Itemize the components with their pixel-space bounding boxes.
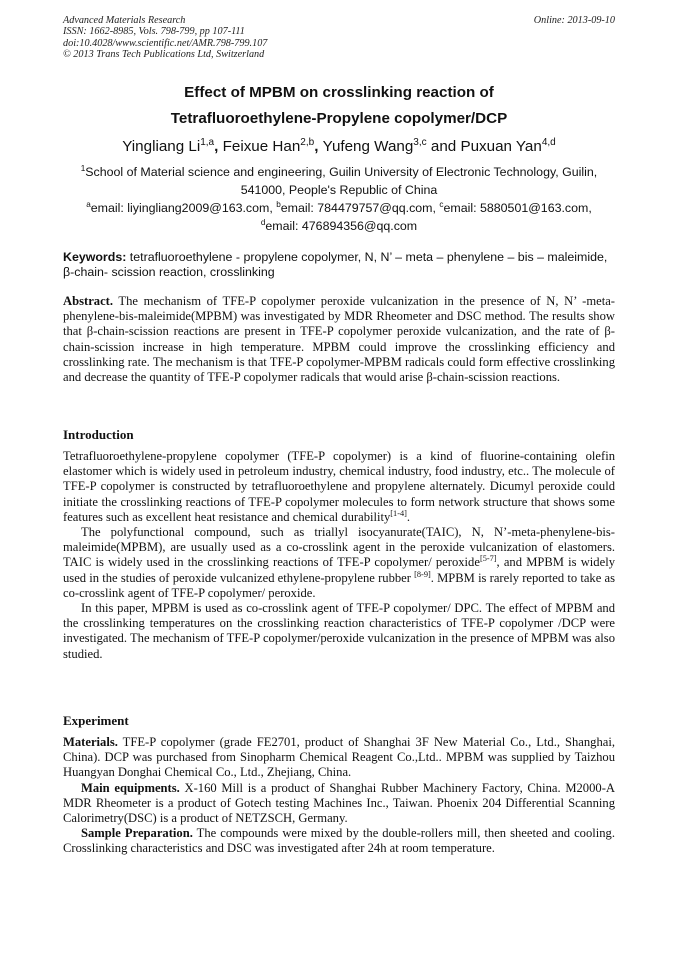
affiliation-block xyxy=(63,163,615,235)
intro-p1-text: Tetrafluoroethylene-propylene copolymer (TFE-P copolymer) is a kind of fluorine-containing olefin elastomer which is widely used in petroleum industry, chemical industry, food industry, etc.. The molecule of TFE-P copolymer is constructed by tetrafluoroethylene and propylene alternately. Dicumyl peroxide could initiate the crosslinking reactions of TFE-P copolymer molecules to form network structure that shows some features such as excellent heat resistance and chemical durability xyxy=(63,449,615,524)
author-name: Puxuan Yan xyxy=(460,138,542,155)
author-sup: 1,a xyxy=(200,136,215,148)
intro-paragraph-1 xyxy=(63,449,615,525)
abstract-text: The mechanism of TFE-P copolymer peroxide vulcanization in the presence of N, N’ -meta-phenylene-bis-maleimide(MPBM) was investigated by MDR Rheometer and DSC method. The results show that β-chain-scission reactions are present in TFE-P copolymer peroxide vulcanization, and the rate of β-chain-scission increase in high temperature. MPBM could improve the crosslinking efficiency and crosslinking rate. The mechanism is that TFE-P copolymer-MPBM radicals could form effective crosslinking and decrease the quantity of TFE-P copolymer radicals that would arise β-chain-scission reactions. xyxy=(63,294,615,385)
issn-line: ISSN: 1662-8985, Vols. 798-799, pp 107-111 xyxy=(63,26,245,38)
author-separator: and xyxy=(426,138,461,155)
sample-prep-label: Sample Preparation. xyxy=(81,826,193,841)
affiliation-text: School of Material science and engineering, Guilin University of Electronic Technology, Guilin, 541000, People's Republic of China xyxy=(85,165,598,197)
author-separator: , xyxy=(314,138,323,155)
email-d: email: 476894356@qq.com xyxy=(265,219,418,233)
author-separator: , xyxy=(214,138,223,155)
equipment-text: X-160 Mill is a product of Shanghai Rubber Machinery Factory, China. M2000-A MDR Rheometer is a product of Gotech testing Machines Inc., Taiwan. Phoenix 204 Differential Scanning Calorimetry(DSC) is a product of NETZSCH, Germany. xyxy=(63,780,615,826)
email-sup: a xyxy=(86,199,91,209)
author-name: Yingliang Li xyxy=(122,138,201,155)
introduction-body xyxy=(63,449,615,662)
intro-p1-end: . xyxy=(406,509,411,524)
materials-paragraph xyxy=(63,735,615,781)
journal-name: Advanced Materials Research xyxy=(63,15,186,26)
citation: [1-4] xyxy=(390,508,407,518)
affiliation xyxy=(63,163,615,199)
email-sup: c xyxy=(439,199,444,209)
author-name: Feixue Han xyxy=(222,138,301,155)
online-date: Online: 2013-09-10 xyxy=(533,15,615,26)
title-line-2: Tetrafluoroethylene-Propylene copolymer/DCP xyxy=(170,110,508,127)
intro-paragraph-2 xyxy=(63,525,615,601)
author-sup: 2,b xyxy=(300,136,315,148)
sample-prep-paragraph xyxy=(63,826,615,856)
keywords-label: Keywords: xyxy=(63,250,127,264)
author-name: Yufeng Wang xyxy=(322,138,414,155)
intro-p2-text-c: . MPBM is rarely reported to take as co-crosslink agent of TFE-P copolymer/ peroxide. xyxy=(63,570,615,600)
keywords xyxy=(63,250,615,280)
abstract-label: Abstract. xyxy=(63,294,114,308)
sample-prep-text: The compounds were mixed by the double-rollers mill, then sheeted and cooling. Crosslinking characteristics and DSC was investigated after 24h at room temperature. xyxy=(63,826,615,856)
copyright-line: © 2013 Trans Tech Publications Ltd, Switzerland xyxy=(63,48,265,60)
author-sup: 4,d xyxy=(541,136,556,148)
abstract xyxy=(63,294,615,385)
email-c: email: 5880501@163.com, xyxy=(443,201,592,215)
introduction-heading: Introduction xyxy=(63,427,134,442)
equipment-paragraph xyxy=(63,781,615,827)
experiment-heading: Experiment xyxy=(63,713,129,728)
email-line-1 xyxy=(63,199,615,217)
email-sup: b xyxy=(276,199,281,209)
equipment-label: Main equipments. xyxy=(81,780,180,795)
author-sup: 3,c xyxy=(413,136,427,148)
materials-label: Materials. xyxy=(63,735,118,749)
citation: [5-7] xyxy=(479,554,497,564)
intro-paragraph-3: In this paper, MPBM is used as co-crosslink agent of TFE-P copolymer/ DPC. The effect of MPBM and the crosslinking temperatures on the crosslinking reaction characteristics of TFE-P copolymer /DCP were investigated. The mechanism of TFE-P copolymer/peroxide vulcanization in the presence of MPBM was also studied. xyxy=(63,601,615,661)
title-line-1: Effect of MPBM on crosslinking reaction of xyxy=(184,84,494,101)
affiliation-sup: 1 xyxy=(80,163,86,173)
email-a: email: liyingliang2009@163.com, xyxy=(90,201,277,215)
journal-header xyxy=(63,15,267,60)
intro-p2-text-b: , and MPBM is widely used in the studies of peroxide vulcanized ethylene-propylene rubber xyxy=(63,555,615,585)
email-sup: d xyxy=(260,217,266,227)
email-b: email: 784479757@qq.com, xyxy=(280,201,440,215)
materials-text: TFE-P copolymer (grade FE2701, product of Shanghai 3F New Material Co., Ltd., Shanghai, China). DCP was purchased from Sinopharm Chemical Reagent Co.,Ltd.. MPBM was supplied by Taizhou Huangyan Donghai Chemical Co., Ltd., Zhejiang, China. xyxy=(63,735,615,780)
experiment-body xyxy=(63,735,615,857)
doi-line: doi:10.4028/www.scientific.net/AMR.798-799.107 xyxy=(63,37,268,49)
keywords-text: tetrafluoroethylene - propylene copolymer, N, N’ – meta – phenylene – bis – maleimide, β-chain- scission reaction, crosslinking xyxy=(63,250,608,279)
paper-title xyxy=(0,80,678,132)
author-list xyxy=(0,137,678,157)
email-line-2 xyxy=(63,217,615,235)
citation: [8-9] xyxy=(414,569,431,579)
intro-p2-text-a: The polyfunctional compound, such as triallyl isocyanurate(TAIC), N, N’-meta-phenylene-bis-maleimide(MPBM), are usually used as a co-crosslink agent in the peroxide vulcanization of elastomers. TAIC is widely used in the crosslinking reactions of TFE-P copolymer/ peroxide xyxy=(63,525,615,570)
